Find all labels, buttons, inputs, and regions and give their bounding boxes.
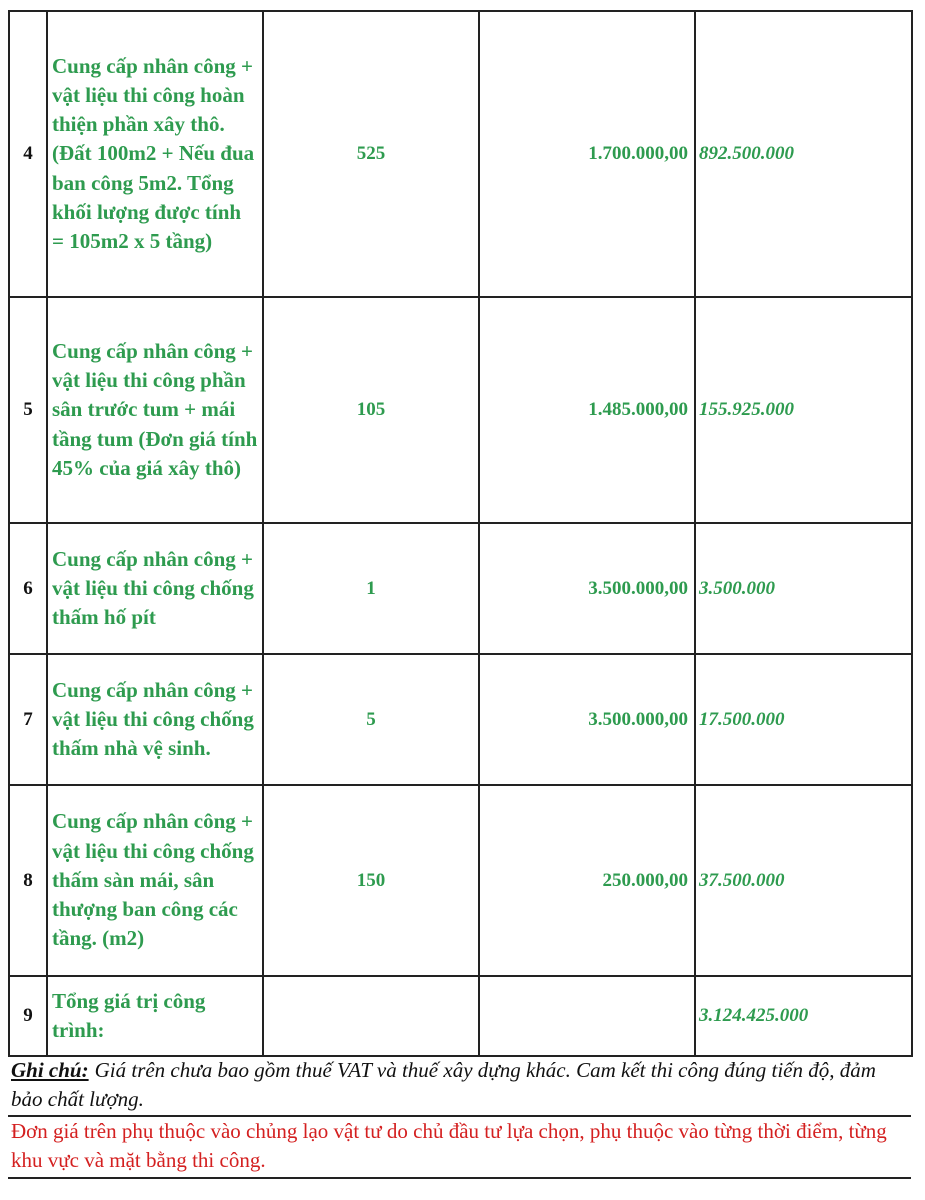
row-unit-price: 3.500.000,00: [479, 523, 695, 654]
grand-total: 3.124.425.000: [695, 976, 912, 1056]
row-quantity: 1: [263, 523, 479, 654]
empty-cell: [479, 976, 695, 1056]
row-total: 155.925.000: [695, 297, 912, 523]
table-row: [9, 523, 912, 654]
row-unit-price: 3.500.000,00: [479, 654, 695, 785]
quote-table: [8, 10, 913, 1057]
note-general: [8, 1056, 911, 1117]
row-total: 37.500.000: [695, 785, 912, 976]
row-quantity: 105: [263, 297, 479, 523]
row-description: Cung cấp nhân công + vật liệu thi công chống thấm nhà vệ sinh.: [47, 654, 263, 785]
row-unit-price: 250.000,00: [479, 785, 695, 976]
row-description: Cung cấp nhân công + vật liệu thi công phần sân trước tum + mái tầng tum (Đơn giá tính 45% của giá xây thô): [47, 297, 263, 523]
row-total: 3.500.000: [695, 523, 912, 654]
row-description: Cung cấp nhân công + vật liệu thi công hoàn thiện phần xây thô. (Đất 100m2 + Nếu đua ban công 5m2. Tổng khối lượng được tính = 105m2 x 5 tầng): [47, 11, 263, 297]
note-text: Giá trên chưa bao gồm thuế VAT và thuế xây dựng khác. Cam kết thi công đúng tiến độ, đảm bảo chất lượng.: [11, 1058, 876, 1111]
row-number: 9: [9, 976, 47, 1056]
row-description: Cung cấp nhân công + vật liệu thi công chống thấm sàn mái, sân thượng ban công các tầng. (m2): [47, 785, 263, 976]
notes-section: [8, 1056, 911, 1179]
row-total: 17.500.000: [695, 654, 912, 785]
table-row: [9, 11, 912, 297]
note-label: Ghi chú:: [11, 1058, 89, 1082]
row-unit-price: 1.485.000,00: [479, 297, 695, 523]
row-description: Cung cấp nhân công + vật liệu thi công chống thấm hố pít: [47, 523, 263, 654]
row-quantity: 150: [263, 785, 479, 976]
empty-cell: [263, 976, 479, 1056]
row-quantity: 5: [263, 654, 479, 785]
row-number: 5: [9, 297, 47, 523]
summary-label: Tổng giá trị công trình:: [47, 976, 263, 1056]
row-number: 4: [9, 11, 47, 297]
note-disclaimer: Đơn giá trên phụ thuộc vào chủng lạo vật tư do chủ đầu tư lựa chọn, phụ thuộc vào từng thời điểm, từng khu vực và mặt bằng thi công.: [8, 1117, 911, 1179]
row-unit-price: 1.700.000,00: [479, 11, 695, 297]
table-row: [9, 654, 912, 785]
table-row: [9, 297, 912, 523]
row-number: 6: [9, 523, 47, 654]
summary-row: [9, 976, 912, 1056]
quote-sheet: [8, 10, 911, 1172]
row-number: 7: [9, 654, 47, 785]
row-quantity: 525: [263, 11, 479, 297]
table-row: [9, 785, 912, 976]
row-number: 8: [9, 785, 47, 976]
row-total: 892.500.000: [695, 11, 912, 297]
